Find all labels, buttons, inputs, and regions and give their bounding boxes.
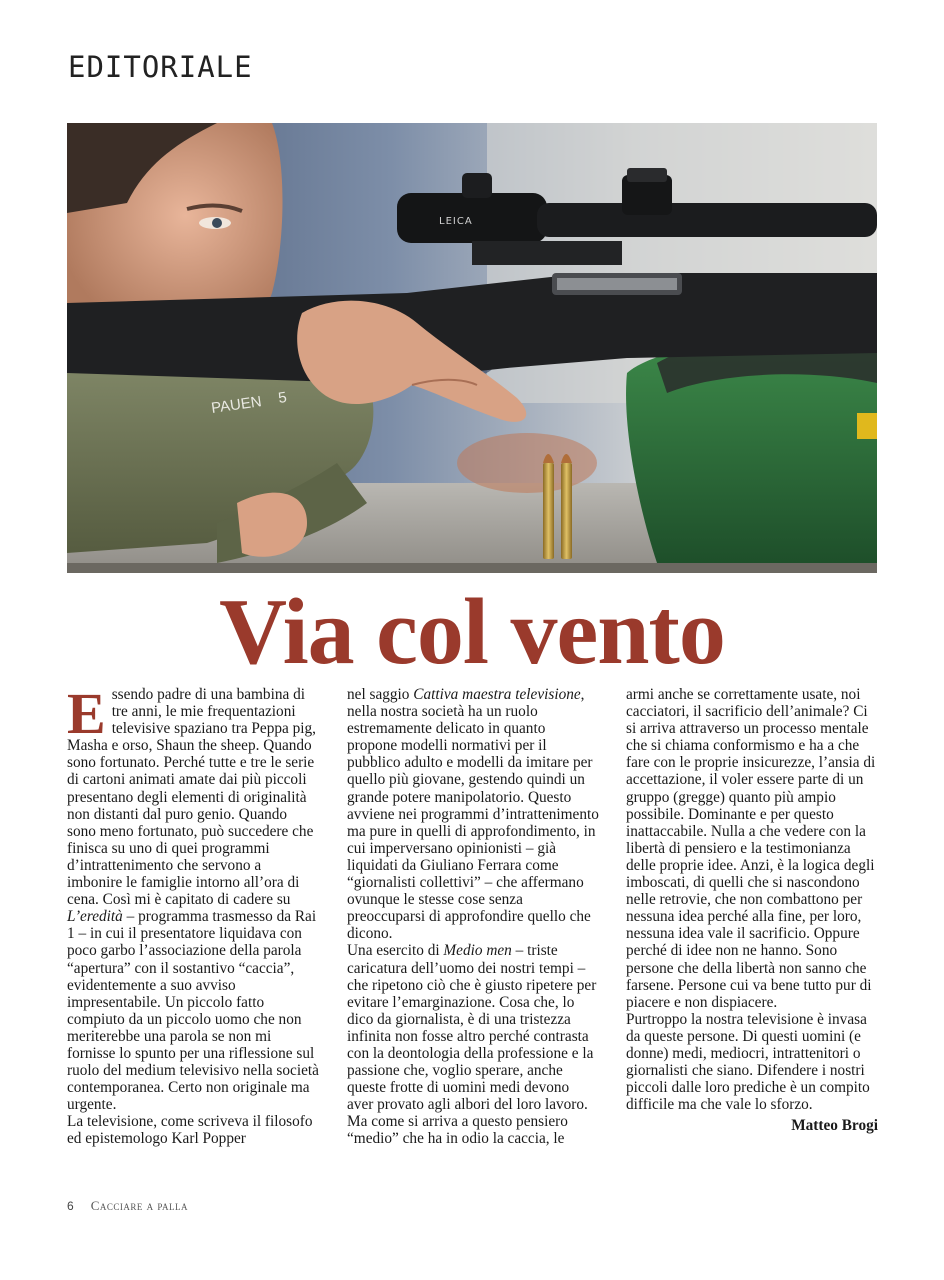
sleeve-number: 5: [277, 388, 288, 407]
sleeve-print: PAUEN: [210, 393, 263, 417]
scope-brand: LEICA: [439, 216, 473, 227]
drop-cap: E: [67, 681, 106, 746]
paragraph: nel saggio Cattiva maestra televisione, nella nostra società ha un ruolo estremamente delicato in quanto propone modelli normativi per il pubblico adulto e modelli da imitare per quello più giovane, gestendo quindi un grande potere manipolatorio. Questo avviene nei programmi d’intrattenimento ma pure in quelli di approfondimento, in cui imperversano opinionisti – già liquidati da Giuliano Ferrara come “giornalisti collettivi” – che affermano ovunque le stesse cose senza preoccuparsi di approfondire quello che dicono.: [347, 686, 599, 943]
article-headline: Via col vento: [219, 580, 725, 684]
column-3: [626, 686, 878, 1134]
paragraph: Ma come si arriva a questo pensiero “medio” che ha in odio la caccia, le: [347, 1113, 568, 1148]
hero-photo: [67, 123, 877, 573]
article-body: [67, 681, 879, 1166]
column-1: [67, 681, 319, 1148]
paragraph: La televisione, come scriveva il filosofo ed epistemologo Karl Popper: [67, 1113, 313, 1148]
magazine-name: Cacciare a palla: [90, 1198, 189, 1213]
page-footer: [67, 1198, 188, 1214]
paragraph: Purtroppo la nostra televisione è invasa da queste persone. Di questi uomini (e donne) medi, mediocri, intrattenitori o giornalisti che siano. Difendere i nostri piccoli dalle loro prediche è un compito difficile ma che vale lo sforzo.: [626, 1010, 870, 1114]
author-byline: Matteo Brogi: [791, 1117, 878, 1135]
column-2: [347, 686, 599, 1148]
section-label: EDITORIALE: [68, 50, 253, 84]
page-number: 6: [67, 1199, 74, 1213]
paragraph: Essendo padre di una bambina di tre anni, le mie frequentazioni televisive spaziano tra Peppa pig, Masha e orso, Shaun the sheep. Quando sono fortunato. Perché tutte e tre le serie di cartoni animati amate dai più piccoli presentano degli elementi di originalità non distanti dal puro genio. Quando sono meno fortunato, può succedere che finisca su uno di quei programmi d’intrattenimento che servono a imbonire le famiglie intorno all’ora di cena. Così mi è capitato di cadere su L’eredità – programma trasmesso da Rai 1 – in cui il presentatore liquidava con poco garbo l’associazione della parola “apertura” con il sostantivo “caccia”, evidentemente a suo avviso impresentabile. Un piccolo fatto compiuto da un piccolo uomo che non meriterebbe una parola se non mi fornisse lo spunto per una riflessione sul ruolo del medium televisivo nella società contemporanea. Certo non originale ma urgente.: [67, 681, 319, 1114]
paragraph: armi anche se correttamente usate, noi cacciatori, il sacrificio dell’animale? Ci si arriva attraverso un processo mentale che si chiama conformismo e ha a che fare con le proprie insicurezze, l’ansia di accettazione, il voler essere parte di un gruppo (gregge) quanto più ampio possibile. Dominante e per questo inattaccabile. Nulla a che vedere con la libertà di pensiero e la testimonianza delle proprie idee. Anzi, è la logica degli imboscati, di quelli che si nascondono nelle retrovie, che non combattono per nessuna idea perché alla fine, per loro, nessuna idea vale il sacrificio. Oppure perché di idee non ne hanno. Sono persone che della libertà non sanno che farsene. Persone cui va bene tutto pur di piacere e non dispiacere.: [626, 686, 876, 1011]
paragraph: Una esercito di Medio men – triste caricatura dell’uomo dei nostri tempi – che ripetono ciò che è giusto ripetere per evitare l’emarginazione. Cosa che, lo dico da giornalista, è di una tristezza infinita non fosse altro perché contrasta con la deontologia della professione e la passione che, voglio sperare, anche queste frotte di uomini medi devono aver provato agli albori del loro lavoro.: [347, 942, 597, 1114]
